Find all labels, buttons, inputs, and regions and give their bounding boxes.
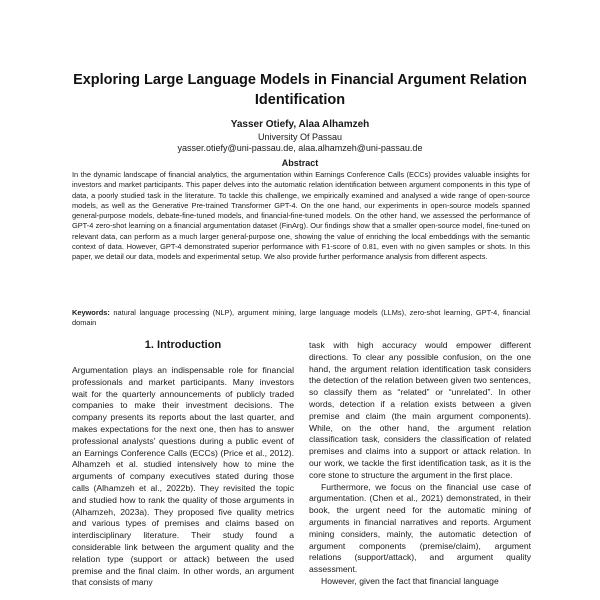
abstract-heading: Abstract: [281, 158, 319, 168]
author-emails: yasser.otiefy@uni-passau.de, alaa.alhamzeh@uni-passau.de: [177, 143, 423, 153]
abstract-body: In the dynamic landscape of financial analytics, the argumentation within Earnings Conference Calls (ECCs) provides valuable insights for investors and market participants. This paper delves into the automatic relation identification between argument components in this type of data, a poorly studied task in the literature. To tackle this challenge, we empirically examined and analysed a wide range of open-source models, as well as the Generative Pre-trained Transformer GPT-4. On the one hand, our experiments in open-source models spanned general-purpose models, debate-fine-tuned models, and financial-fine-tuned models. On the other hand, we assessed the performance of GPT-4 zero-shot learning on a financial argumentation dataset (FinArg). Our findings show that a smaller open-source model, fine-tuned on relevant data, can perform as a much larger general-purpose one, showing the value of enriching the local embeddings with the semantic context of data. However, GPT-4 demonstrated superior performance with F1-score of 0.81, even with no given samples or shots. In this paper, we detail our data, models and experimental setup. We also provide further performance analysis from different aspects.: [72, 170, 530, 262]
intro-paragraph-4: However, given the fact that financial language: [321, 575, 499, 586]
paper-title: Exploring Large Language Models in Financial Argument Relation Identification: [73, 72, 527, 108]
section-heading-introduction: 1. Introduction: [144, 339, 222, 351]
keywords: [72, 308, 530, 329]
paper-authors: Yasser Otiefy, Alaa Alhamzeh: [230, 119, 370, 130]
author-affiliation: University Of Passau: [257, 132, 343, 142]
intro-paragraph-3: Furthermore, we focus on the financial use case of argumentation. (Chen et al., 2021) demonstrated, in their book, the urgent need for the automatic mining of arguments in financial narratives and reports. Argument mining considers, mainly, the automatic detection of argument components (premise/claim), argument relations (support/attack), and argument quality assessment.: [309, 481, 531, 575]
keywords-text: natural language processing (NLP), argument mining, large language models (LLMs), zero-shot learning, GPT-4, financial domain: [72, 308, 530, 328]
left-column: [72, 338, 294, 589]
keywords-label: Keywords:: [72, 308, 110, 317]
right-column: [309, 340, 531, 588]
intro-paragraph-2: task with high accuracy would empower different directions. To clear any possible confusion, on the one hand, the argument relation identification task considers the detection of the relation between given two sentences, so classify them as “related” or “unrelated”. In other words, detection if a relation exists between a given premise and claim (the main argument components). While, on the other hand, the argument relation classification task, considers the classification of related premises and claims into a support or attack relation. In our work, we tackle the first identification task, as it is the core stone to structure the argument in the first place.: [309, 340, 531, 480]
intro-paragraph-1: Argumentation plays an indispensable role for financial professionals and market participants. Many investors wait for the quarterly announcements of publicly traded companies to make their investment decisions. The company presents its reports about the last quarter, and makes expectations for the next one, then has to answer professional analysts' questions during a public event of an Earnings Conference Calls (ECCs) (Price et al., 2012). Alhamzeh et al. studied intensively how to mine the arguments of company executives stated during those calls (Alhamzeh et al., 2022b). They revisited the topic and studied how to rank the quality of those arguments in (Alhamzeh, 2023a). They proposed five quality metrics and various types of premises and claims based on interdisciplinary literature. Their study found a considerable link between the argument quality and the relation type (support or attack) between the used premise and the final claim. In other words, an argument that consists of many: [72, 365, 294, 588]
